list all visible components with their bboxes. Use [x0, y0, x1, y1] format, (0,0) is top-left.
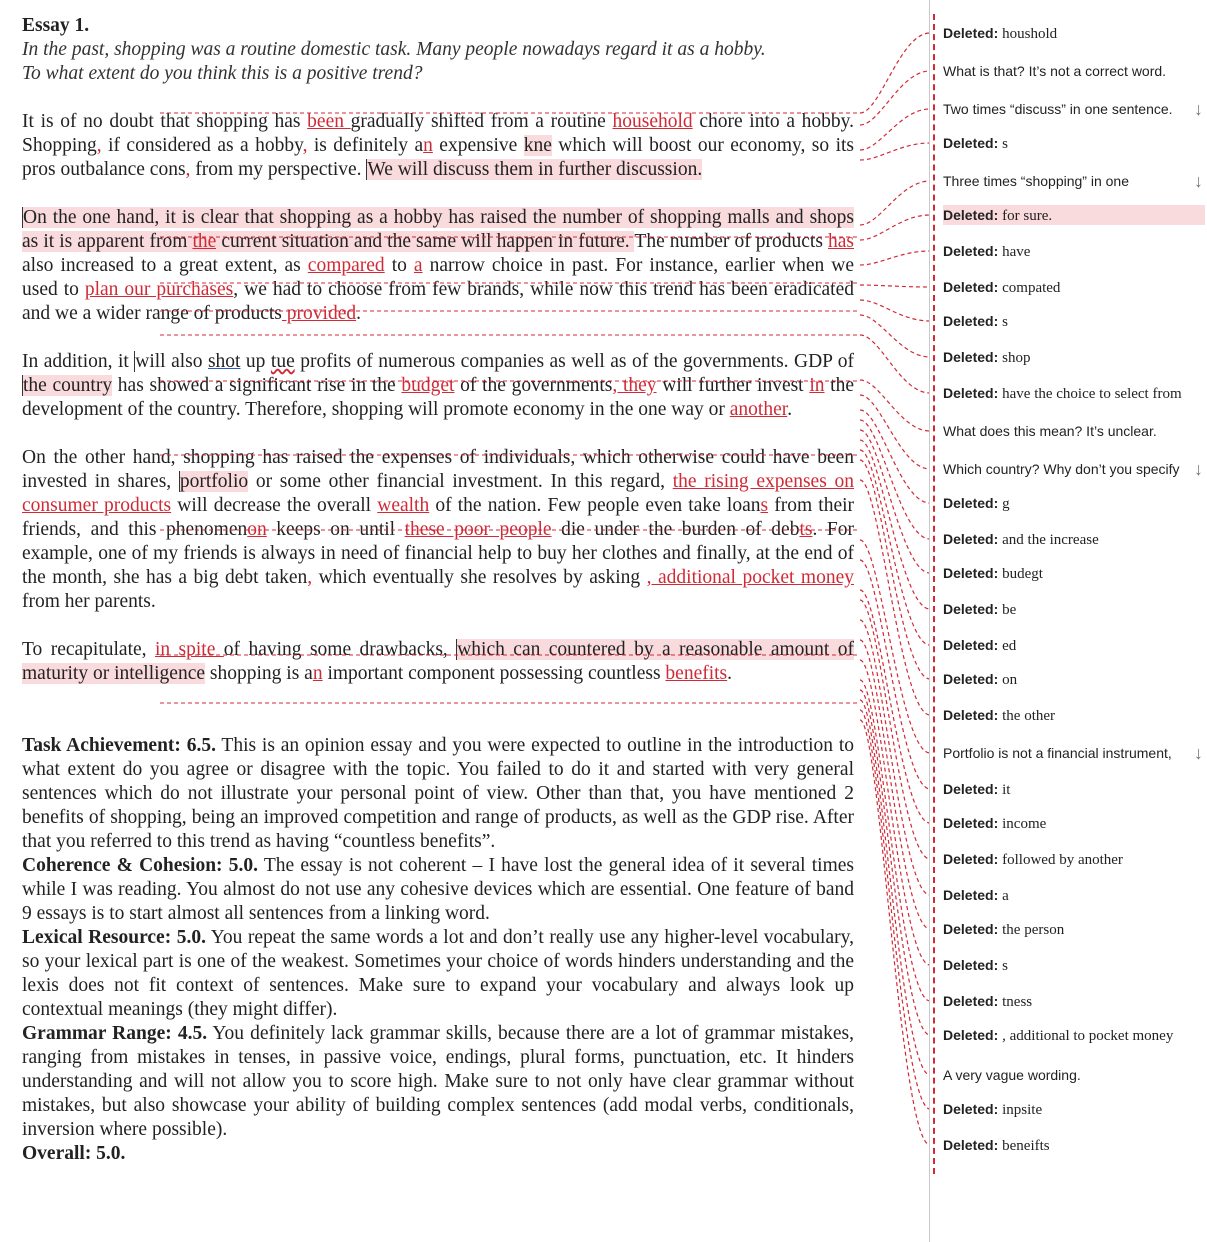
- insertion[interactable]: ,: [96, 135, 102, 156]
- insertion[interactable]: n: [312, 663, 323, 684]
- deletion-balloon[interactable]: [943, 599, 1205, 619]
- leader-line: [860, 251, 930, 265]
- deletion-balloon[interactable]: [943, 529, 1205, 549]
- leader-line: [860, 690, 930, 1035]
- insertion[interactable]: been: [307, 111, 351, 132]
- deletion-balloon[interactable]: [943, 563, 1205, 583]
- balloon-label: Deleted:: [943, 851, 1003, 867]
- balloon-text: What does this mean? It’s unclear.: [943, 423, 1157, 439]
- leader-line: [860, 600, 930, 859]
- balloon-label: Deleted:: [943, 313, 1003, 329]
- balloon-label: Deleted:: [943, 601, 1003, 617]
- leader-line: [860, 540, 930, 753]
- comment-highlight[interactable]: kne: [523, 135, 552, 156]
- deletion-balloon[interactable]: [943, 779, 1205, 799]
- paragraph-5[interactable]: To recapitulate, in spite of having some drawbacks, which can countered by a reasonable amount of maturity or intelligence shopping is an important component possessing countless benefits.: [22, 639, 855, 684]
- balloon-label: Deleted:: [943, 781, 1003, 797]
- leader-line: [860, 480, 930, 715]
- balloon-label: Deleted:: [943, 25, 1003, 41]
- insertion[interactable]: compared: [307, 255, 385, 276]
- leader-line: [860, 380, 930, 431]
- balloon-text: beneifts: [1002, 1138, 1050, 1154]
- balloon-label: Deleted:: [943, 1101, 1003, 1117]
- balloon-label: Deleted:: [943, 243, 1003, 259]
- feedback-coherence: Coherence & Cohesion: 5.0. The essay is not coherent – I have lost the general idea of it several times while I was reading. You almost do not use any cohesive devices which are essential. One feature of band 9 essays is to start almost all sentences from a linking word.: [22, 855, 855, 924]
- balloon-label: Deleted:: [943, 921, 1003, 937]
- feedback-lexical: Lexical Resource: 5.0. You repeat the same words a lot and don’t really use any higher-level vocabulary, so your lexical part is one of the weakest. Sometimes your choice of words hinders understanding and the lexis does not fit context of sentences. Make sure to expand your vocabulary and always look up contextual meanings (they might differ).: [22, 927, 854, 1020]
- leader-line: [860, 720, 930, 1145]
- comment-highlight[interactable]: On the one hand, it is clear that shopping as a hobby has raised the number of shopping malls and shops as it is apparent from: [22, 207, 854, 252]
- leader-line: [860, 71, 930, 125]
- balloon-text: Portfolio is not a financial instrument,: [943, 745, 1172, 761]
- balloon-text: inpsite: [1002, 1102, 1043, 1118]
- comment-highlight[interactable]: which can countered by a reasonable amount of maturity or intelligence: [22, 639, 855, 684]
- comment-balloon[interactable]: [943, 1065, 1205, 1085]
- comment-highlight[interactable]: We will discuss them in further discussion.: [367, 159, 703, 180]
- insertion[interactable]: on: [247, 519, 267, 540]
- balloon-text: on: [1002, 672, 1018, 688]
- expand-arrow-icon[interactable]: ↓: [1194, 99, 1203, 119]
- balloon-text: budegt: [1002, 566, 1043, 582]
- balloon-label: Deleted:: [943, 1137, 1003, 1153]
- insertion[interactable]: , they: [612, 375, 657, 396]
- insertion[interactable]: ,: [185, 159, 191, 180]
- balloon-label: Deleted:: [943, 135, 1003, 151]
- balloon-text: a: [1002, 888, 1009, 904]
- balloon-label: Deleted:: [943, 993, 1003, 1009]
- balloon-text: the person: [1002, 922, 1065, 938]
- insertion[interactable]: these poor people: [404, 519, 552, 540]
- deletion-balloon[interactable]: [943, 955, 1205, 975]
- comment-balloon[interactable]: [943, 99, 1205, 119]
- markup-balloon-pane: [937, 0, 1205, 1242]
- balloon-text: g: [1002, 496, 1010, 512]
- deletion-balloon[interactable]: [943, 1099, 1205, 1119]
- balloon-text: shop: [1002, 350, 1031, 366]
- deletion-balloon[interactable]: [943, 241, 1205, 261]
- deletion-balloon[interactable]: [943, 311, 1205, 331]
- balloon-text: compated: [1002, 280, 1061, 296]
- insertion[interactable]: provided: [281, 303, 357, 324]
- balloon-label: Deleted:: [943, 495, 1003, 511]
- paragraph-4[interactable]: On the other hand, shopping has raised the expenses of individuals, which otherwise could have been invested in shares, portfolio or some other financial investment. In this regard, the rising expenses on consumer products will decrease the overall wealth of the nation. Few people even take loans from their friends, and this phenomenon keeps on until these poor people die under the burden of debts. For example, one of my friends is always in need of financial help to buy her clothes and finally, at the end of the month, she has a big debt taken, which eventually she resolves by asking , additional pocket money from her parents.: [22, 447, 855, 612]
- deletion-balloon[interactable]: [943, 885, 1205, 905]
- insertion[interactable]: plan our purchases: [84, 279, 234, 300]
- balloon-text: Which country? Why don’t you specify: [943, 461, 1180, 477]
- feedback-overall: Overall: 5.0.: [22, 1143, 126, 1164]
- balloon-text: What is that? It’s not a correct word.: [943, 63, 1167, 79]
- deletion-balloon[interactable]: [943, 635, 1205, 655]
- balloon-label: Deleted:: [943, 565, 1003, 581]
- balloon-text: s: [1002, 314, 1008, 330]
- balloon-label: Deleted:: [943, 887, 1003, 903]
- deletion-balloon[interactable]: [943, 705, 1205, 725]
- comment-balloon[interactable]: [943, 171, 1205, 191]
- deletion-balloon[interactable]: [943, 919, 1205, 939]
- balloon-text: be: [1002, 602, 1017, 618]
- insertion[interactable]: ,: [307, 567, 313, 588]
- paragraph-3[interactable]: In addition, it will also shot up tue profits of numerous companies as well as of the governments. GDP of the country has showed a significant rise in the budget of the governments, they will further invest in the development of the country. Therefore, shopping will promote economy in the one way or another.: [22, 351, 855, 420]
- prompt-line-1: In the past, shopping was a routine domestic task. Many people nowadays regard it as a hobby.: [22, 39, 766, 60]
- insertion[interactable]: ts: [799, 519, 813, 540]
- balloon-label: Deleted:: [943, 279, 1003, 295]
- leader-line: [860, 335, 930, 393]
- insertion[interactable]: budget: [401, 375, 455, 396]
- leader-line: [860, 430, 930, 573]
- leader-line: [860, 460, 930, 679]
- paragraph-2[interactable]: On the one hand, it is clear that shopping as a hobby has raised the number of shopping malls and shops as it is apparent from the current situation and the same will happen in future. The number of products has also increased to a great extent, as compared to a narrow choice in past. For instance, earlier when we used to plan our purchases, we had to choose from few brands, while now this trend has been eradicated and we a wider range of products provided.: [22, 207, 855, 324]
- deletion-balloon[interactable]: [943, 133, 1205, 153]
- insertion[interactable]: a: [413, 255, 423, 276]
- comment-highlight[interactable]: the country: [23, 375, 113, 396]
- balloon-text: for sure.: [1002, 208, 1053, 224]
- expand-arrow-icon[interactable]: ↓: [1194, 743, 1203, 763]
- leader-line: [860, 215, 930, 240]
- insertion[interactable]: s: [760, 495, 769, 516]
- expand-arrow-icon[interactable]: ↓: [1194, 171, 1203, 191]
- deletion-balloon[interactable]: [943, 205, 1205, 225]
- balloon-label: Deleted:: [943, 385, 1003, 401]
- deletion-balloon[interactable]: [943, 23, 1205, 43]
- essay-title: Essay 1.: [22, 15, 90, 36]
- balloon-text: s: [1002, 958, 1008, 974]
- balloon-label: Deleted:: [943, 957, 1003, 973]
- balloon-label: Deleted:: [943, 1027, 1003, 1043]
- insertion[interactable]: in: [809, 375, 825, 396]
- deletion-balloon[interactable]: [943, 1025, 1205, 1045]
- leader-line: [860, 285, 930, 287]
- balloon-text: Two times “discuss” in one sentence.: [943, 101, 1173, 117]
- deletion-balloon[interactable]: [943, 669, 1205, 689]
- deletion-balloon[interactable]: [943, 493, 1205, 513]
- balloon-text: followed by another: [1002, 852, 1123, 868]
- paragraph-1[interactable]: It is of no doubt that shopping has been gradually shifted from a routine household chore into a hobby. Shopping, if considered as a hobby, is definitely an expensive kne which will boost our economy, so its pros outbalance cons, from my perspective. We will discuss them in further discussion.: [22, 111, 854, 180]
- insertion[interactable]: ,: [302, 135, 308, 156]
- spelling-flag[interactable]: tue: [270, 351, 295, 372]
- leader-line: [860, 181, 930, 225]
- leader-line: [860, 395, 930, 469]
- insertion[interactable]: benefits: [665, 663, 728, 684]
- balloon-label: Deleted:: [943, 815, 1003, 831]
- balloon-label: Deleted:: [943, 671, 1003, 687]
- leader-line: [860, 640, 930, 929]
- leader-line: [860, 315, 930, 357]
- comment-balloon[interactable]: [943, 459, 1205, 479]
- balloon-text: , additional to pocket money: [1002, 1028, 1174, 1044]
- insertion[interactable]: the rising expenses on consumer products: [22, 471, 854, 516]
- grammar-flag[interactable]: shot: [207, 351, 241, 372]
- balloon-text: it: [1002, 782, 1011, 798]
- deletion-balloon[interactable]: [943, 849, 1205, 869]
- balloon-label: Deleted:: [943, 707, 1003, 723]
- feedback-grammar: Grammar Range: 4.5. You definitely lack grammar skills, because there are a lot of grammar mistakes, ranging from mistakes in tenses, in passive voice, endings, plural forms, punctuation, etc. It hinders understanding and will not allow you to score high. Make sure to not only have clear grammar without mistakes, but also showcase your ability of building complex sentences (add modal verbs, conditionals, inversion where possible).: [22, 1023, 854, 1140]
- balloon-text: A very vague wording.: [943, 1067, 1081, 1083]
- prompt-line-2: To what extent do you think this is a positive trend?: [22, 63, 423, 84]
- insertion[interactable]: , additional pocket money: [646, 567, 854, 588]
- deletion-balloon[interactable]: [943, 1135, 1205, 1155]
- balloon-label: Deleted:: [943, 349, 1003, 365]
- markup-pane-divider: [929, 0, 930, 1242]
- insertion[interactable]: another: [729, 399, 788, 420]
- balloon-text: Three times “shopping” in one: [943, 173, 1129, 189]
- balloon-text: ed: [1002, 638, 1017, 654]
- insertion[interactable]: has: [828, 231, 854, 252]
- expand-arrow-icon[interactable]: ↓: [1194, 459, 1203, 479]
- insertion[interactable]: wealth: [377, 495, 430, 516]
- insertion[interactable]: n: [423, 135, 433, 156]
- deletion-balloon[interactable]: [943, 813, 1205, 833]
- comment-balloon[interactable]: [943, 421, 1205, 441]
- deletion-balloon[interactable]: [943, 991, 1205, 1011]
- deletion-balloon[interactable]: [943, 347, 1205, 367]
- balloon-text: tness: [1002, 994, 1033, 1010]
- insertion[interactable]: household: [612, 111, 693, 132]
- balloon-text: houshold: [1002, 26, 1058, 42]
- balloon-text: have the choice to select from: [1002, 386, 1182, 402]
- leader-line: [860, 300, 930, 321]
- insertion[interactable]: the: [192, 231, 217, 252]
- insertion[interactable]: in spite: [154, 639, 224, 660]
- balloon-text: have: [1002, 244, 1031, 260]
- leader-line: [860, 109, 930, 150]
- balloon-text: s: [1002, 136, 1008, 152]
- balloon-text: the other: [1002, 708, 1056, 724]
- balloon-label: Deleted:: [943, 637, 1003, 653]
- comment-highlight[interactable]: current situation and the same will happen in future.: [216, 231, 635, 252]
- comment-highlight[interactable]: portfolio: [179, 471, 249, 492]
- deletion-balloon[interactable]: [943, 383, 1205, 403]
- leader-line: [860, 143, 930, 160]
- balloon-text: and the increase: [1002, 532, 1099, 548]
- balloon-label: Deleted:: [943, 207, 1003, 223]
- deletion-balloon[interactable]: [943, 277, 1205, 297]
- balloon-text: income: [1002, 816, 1047, 832]
- comment-balloon[interactable]: [943, 743, 1205, 763]
- feedback-task-achievement: Task Achievement: 6.5. This is an opinion essay and you were expected to outline in the introduction to what extent do you agree or disagree with the topic. You failed to do it and started with very general sentences which do not illustrate your personal point of view. Other than that, you have mentioned 2 benefits of shopping, being an improved competition and range of products, as well as the GDP rise. After that you referred to this trend as having “countless benefits”.: [22, 735, 854, 852]
- comment-balloon[interactable]: [943, 61, 1205, 81]
- balloon-label: Deleted:: [943, 531, 1003, 547]
- leader-line: [860, 710, 930, 1109]
